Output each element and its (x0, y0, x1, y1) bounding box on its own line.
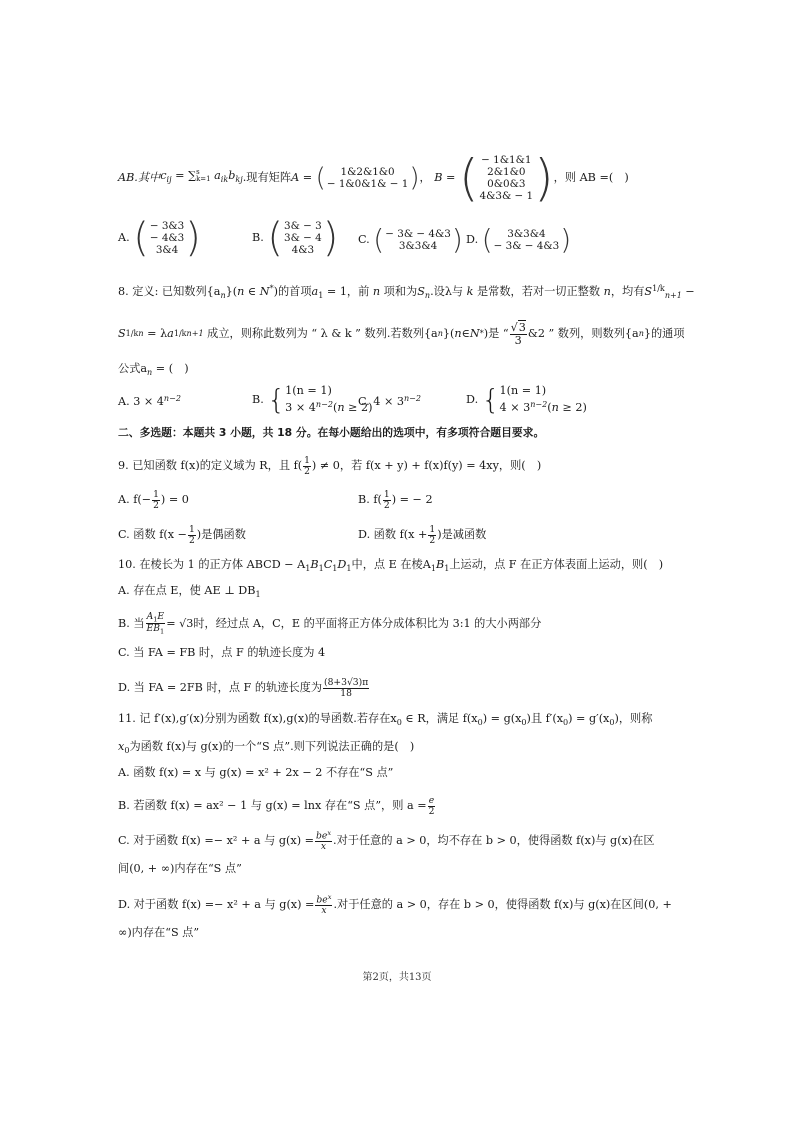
q10-option-b: B. 当 $\frac{A_1E}{EB_1}$ = √3时，经过点 A，C，E 的平面将正方体分成体积比为 3:1 的大小两部分 (118, 611, 542, 636)
q8-line1: 8. 定义: 已知数列$\{a_n\}(n$ ∈ N*)的首项$a_1 = 1$，前 n 项和为$S_n$.设λ与 k 是常数，若对一切正整数 n，均有$S^{1/k}_{n+1}$ − (118, 284, 695, 300)
q7-lead: AB.其中 (118, 171, 161, 184)
q8-line3: 公式$a_n$ = ( ) (118, 362, 189, 377)
q7-option-c: C. ( − 3& − 4&3 3&3&4 ) (358, 223, 463, 256)
q11-stem-line2: $x_0$为函数 f(x)与 g(x)的一个“S 点”.则下列说法正确的是( ) (118, 740, 415, 755)
page-footer: 第2页，共13页 (362, 972, 432, 983)
q9-stem: 9. 已知函数 f(x)的定义域为 R，且 f( $\frac{1}{2}$ ) ≠ 0，若 f(x + y) + f(x)f(y) = 4xy，则( ) (118, 455, 542, 477)
q10-option-c: C. 当 FA = FB 时，点 F 的轨迹长度为 4 (118, 646, 326, 659)
q7-B-label: B (434, 171, 443, 184)
q11-option-c-line1: C. 对于函数 f(x) =− x² + a 与 g(x) = $\frac{be^x}{x}$ .对于任意的 a > 0，均不存在 b > 0，使得函数 f(x)与 g(x)在区 (118, 829, 655, 852)
q11-option-d-line2: ∞)内存在“S 点” (118, 926, 200, 939)
q9-option-a: A. f(− $\frac{1}{2}$ ) = 0 (118, 489, 189, 511)
q11-stem-line1: 11. 记 f′(x),g′(x)分别为函数 f(x),g(x)的导函数.若存在$x_0$ ∈ R，满足 $f(x_0) = g(x_0)$且 $f'(x_0) = g'(x_0)$，则称 (118, 712, 653, 727)
q8-line2: S 1/k n = λ a 1/k n+1 成立，则称此数列为 “ λ & k ” 数列.若数列{a n }( n ∈ N * ) 是 “ $\frac{√3}{3}$ &2 ” 数列，则数列{a n }的通项 (118, 321, 685, 347)
q10-option-d: D. 当 FA = 2FB 时，点 F 的轨迹长度为 $\frac{(8+3√3)\pi}{18}$ (118, 677, 369, 699)
q8-option-b: B. { 1(n = 1) $3 \times 4^{n-2}(n \ge 2)$ (252, 382, 373, 416)
q11-option-d-line1: D. 对于函数 f(x) =− x² + a 与 g(x) = $\frac{be^x}{x}$ .对于任意的 a > 0，存在 b > 0，使得函数 f(x)与 g(x)在区间(0, + (118, 893, 672, 916)
q7-matrix-intro: .现有矩阵 (242, 171, 292, 184)
q7-stem: AB.其中 $c_{ij}$ = ∑ s k=1 $a_{ik}b_{kj}$ .现有矩阵 A = ( 1&2&1&0 − 1&0&1& − 1 ) ， B = ( − 1&1&1 2&1&0 0&0&3 4&3& − 1 ) ，则 AB =( ) (118, 149, 629, 207)
q7-tail: ，则 AB =( ) (553, 171, 629, 184)
q11-option-a: A. 函数 f(x) = x 与 g(x) = x² + 2x − 2 不存在“S 点” (118, 766, 394, 779)
q7-option-d: D. ( 3&3&4 − 3& − 4&3 ) (466, 223, 572, 256)
q7-A-label: A (291, 171, 300, 184)
q10-stem: 10. 在棱长为 1 的正方体 ABCD − $A_1B_1C_1D_1$中，点 E 在棱$A_1B_1$上运动，点 F 在正方体表面上运动，则( ) (118, 558, 664, 573)
q7-option-b: B. ( 3& − 3 3& − 4 4&3 ) (252, 215, 339, 261)
q9-option-c: C. 函数 f(x − $\frac{1}{2}$ )是偶函数 (118, 524, 246, 546)
q7-sum: = ∑ s k=1 $a_{ik}b_{kj}$ (171, 168, 243, 184)
q8-option-d: D. { 1(n = 1) $4 \times 3^{n-2}(n \ge 2)$ (466, 382, 587, 416)
q10-option-a: A. 存在点 E，使 AE ⊥ $DB_1$ (118, 584, 261, 599)
q9-option-b: B. f( $\frac{1}{2}$ ) = − 2 (358, 489, 433, 511)
q9-option-d: D. 函数 f(x + $\frac{1}{2}$ )是减函数 (358, 524, 487, 546)
q7-cij: $c_{ij}$ (160, 169, 172, 184)
q11-option-c-line2: 间(0, + ∞)内存在“S 点” (118, 862, 242, 875)
q8-option-a: A. $3 \times 4^{n-2}$ (118, 394, 181, 409)
q7-option-a: A. ( − 3&3 − 4&3 3&4 ) (118, 215, 201, 261)
section-2-heading: 二、多选题：本题共 3 小题，共 18 分。在每小题给出的选项中，有多项符合题目要求。 (118, 426, 545, 439)
q7-matrix-B: ( − 1&1&1 2&1&0 0&0&3 4&3& − 1 ) (458, 149, 554, 207)
q11-option-b: B. 若函数 f(x) = ax² − 1 与 g(x) = lnx 存在“S 点”，则 a = $\frac{e}{2}$ (118, 795, 435, 817)
q7-matrix-A: ( 1&2&1&0 − 1&0&1& − 1 ) (315, 163, 420, 193)
q8-option-c: C. $4 \times 3^{n-2}$ (358, 394, 422, 409)
